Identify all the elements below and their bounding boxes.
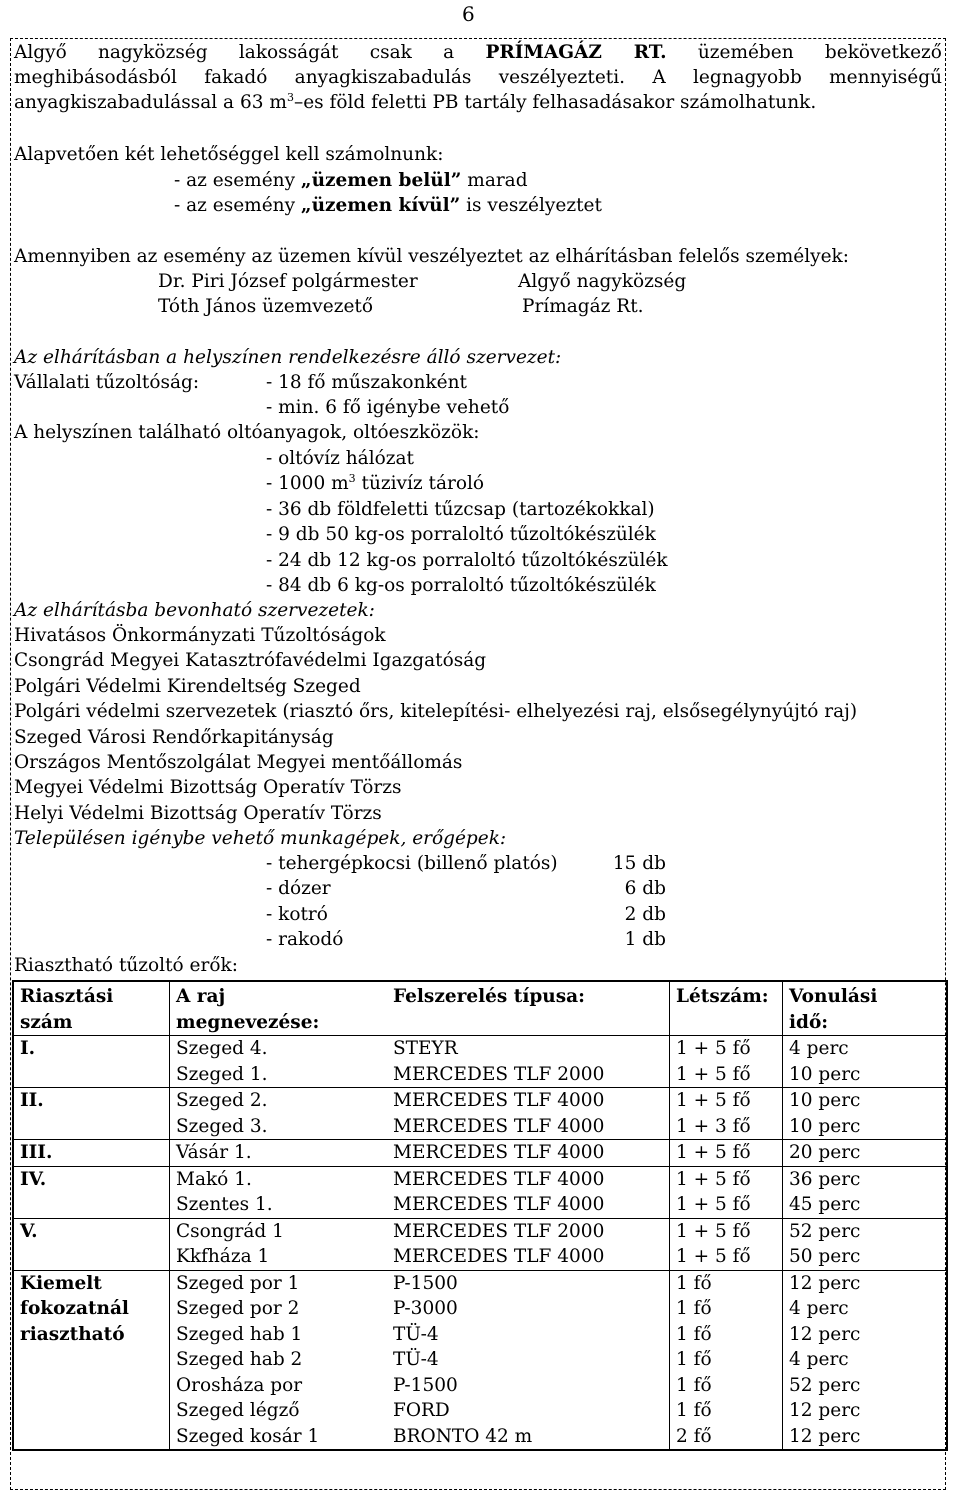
staff-count: 1 fő: [676, 1272, 712, 1294]
equipment-type: FORD: [393, 1400, 450, 1421]
intro-word: A: [652, 67, 666, 88]
possibilities-heading: Alapvetően két lehetőséggel kell számolnunk:: [14, 144, 444, 165]
organization-item: Országos Mentőszolgálat Megyei mentőállomás: [14, 752, 463, 773]
unit-name: Szeged hab 1: [176, 1323, 303, 1345]
intro-word: Algyő: [14, 42, 67, 63]
forces-table-header: [13, 981, 947, 1036]
travel-time: 12 perc: [789, 1400, 861, 1421]
equipment-type: TÜ-4: [393, 1349, 439, 1370]
travel-time: 4 perc: [789, 1038, 849, 1059]
travel-time: 4 perc: [789, 1298, 849, 1319]
staff-count: 1 + 3 fő: [676, 1115, 751, 1137]
unit-name: Orosháza por: [176, 1374, 303, 1396]
travel-time: 50 perc: [789, 1246, 861, 1267]
travel-time: 12 perc: [789, 1425, 861, 1447]
staff-count: 1 + 5 fő: [676, 1063, 751, 1085]
extinguisher-item: - 36 db földfeletti tűzcsap (tartozékokkal): [266, 498, 655, 520]
staff-count: 1 fő: [676, 1374, 712, 1396]
onsite-value-1: - 18 fő műszakonként: [266, 372, 467, 393]
travel-time: 4 perc: [789, 1349, 849, 1370]
alarm-level: Kiemelt fokozatnál riasztható: [13, 1270, 170, 1450]
alarm-level: III.: [13, 1140, 170, 1167]
forces-table: [12, 980, 948, 1451]
header-staff: Létszám:: [670, 981, 783, 1036]
staff-count: 1 fő: [676, 1400, 712, 1421]
unit-name: Kkfháza 1: [176, 1246, 270, 1267]
header-unit-name-2: megnevezése:: [176, 1011, 320, 1033]
alarm-level: I.: [13, 1036, 170, 1088]
intro-line-3: anyagkiszabadulással a 63 $m^3-es$ föld feletti PB tartály felhasadásakor számolhatunk.: [14, 91, 817, 113]
unit-name: Szeged 1.: [176, 1063, 268, 1085]
organization-item: Szeged Városi Rendőrkapitányság: [14, 726, 334, 748]
alarm-level: II.: [13, 1088, 170, 1140]
machine-name: - rakodó: [266, 929, 344, 951]
organization-item: Polgári Védelmi Kirendeltség Szeged: [14, 675, 361, 697]
onsite-heading: Az elhárításban a helyszínen rendelkezésre álló szervezet:: [14, 347, 562, 368]
responsible-person-1: Dr. Piri József polgármester: [158, 271, 418, 292]
machine-name: - kotró: [266, 903, 328, 925]
force-group-row: [13, 1088, 947, 1140]
machine-name: - tehergépkocsi (billenő platós): [266, 853, 558, 874]
unit-name: Szeged por 2: [176, 1298, 300, 1319]
equipment-type: MERCEDES TLF 2000: [393, 1220, 605, 1242]
equipment-type: P-1500: [393, 1374, 458, 1396]
intro-word: fakadó: [204, 67, 268, 88]
onsite-label: Vállalati tűzoltóság:: [14, 372, 200, 393]
intro-word: lakosságát: [238, 42, 339, 63]
staff-count: 1 + 5 fő: [676, 1168, 751, 1190]
intro-word: csak: [369, 42, 412, 63]
page-number: 6: [462, 2, 475, 26]
machine-name: - dózer: [266, 878, 331, 900]
force-group-row: [13, 1218, 947, 1270]
staff-count: 1 + 5 fő: [676, 1090, 751, 1111]
unit-name: Szeged 2.: [176, 1090, 268, 1111]
intro-word: veszélyezteti.: [498, 67, 626, 88]
responsible-org-2: Prímagáz Rt.: [522, 296, 644, 317]
forces-heading: Riasztható tűzoltó erők:: [14, 955, 238, 976]
travel-time: 52 perc: [789, 1220, 861, 1242]
force-group-row: [13, 1036, 947, 1088]
travel-time: 52 perc: [789, 1374, 861, 1396]
machine-count: 2 db: [624, 903, 666, 925]
responsible-org-1: Algyő nagyközség: [518, 271, 687, 292]
extinguisher-item: - 9 db 50 kg-os porraloltó tűzoltókészülék: [266, 524, 656, 546]
machine-count: 6 db: [624, 878, 666, 900]
header-travel-time-2: idő:: [789, 1011, 829, 1033]
force-group-row: [13, 1166, 947, 1218]
equipment-type: TÜ-4: [393, 1323, 439, 1345]
onsite-value-2: - min. 6 fő igénybe vehető: [266, 397, 510, 418]
extinguishers-heading: A helyszínen található oltóanyagok, oltóeszközök:: [14, 422, 480, 443]
travel-time: 10 perc: [789, 1063, 861, 1085]
extinguisher-item: - 84 db 6 kg-os porraloltó tűzoltókészülék: [266, 575, 656, 596]
machine-count: 1 db: [624, 929, 666, 951]
travel-time: 10 perc: [789, 1090, 861, 1111]
unit-name: Szeged légző: [176, 1400, 300, 1421]
equipment-type: P-1500: [393, 1272, 458, 1294]
equipment-type: BRONTO 42 m: [393, 1425, 533, 1447]
organization-item: Megyei Védelmi Bizottság Operatív Törzs: [14, 777, 402, 799]
organizations-heading: Az elhárításba bevonható szervezetek:: [14, 600, 375, 621]
equipment-type: MERCEDES TLF 4000: [393, 1142, 605, 1163]
equipment-type: P-3000: [393, 1298, 458, 1319]
header-equipment: Felszerelés típusa:: [387, 981, 670, 1036]
intro-word: bekövetkező: [824, 42, 942, 63]
unit-name: Szeged kosár 1: [176, 1425, 320, 1447]
intro-word: PRÍMAGÁZ RT.: [485, 42, 667, 63]
equipment-type: MERCEDES TLF 4000: [393, 1246, 605, 1267]
machine-count: 15 db: [612, 853, 666, 874]
equipment-type: MERCEDES TLF 4000: [393, 1168, 605, 1190]
travel-time: 20 perc: [789, 1142, 861, 1163]
unit-name: Szeged 3.: [176, 1115, 268, 1137]
header-alarm-number: Riasztási: [20, 986, 114, 1007]
intro-word: anyagkiszabadulás: [294, 67, 472, 88]
intro-word: a: [443, 42, 455, 63]
organization-item: Polgári védelmi szervezetek (riasztó őrs, kitelepítési- elhelyezési raj, elsősegélynyújtó raj): [14, 701, 858, 723]
header-alarm-number-2: szám: [20, 1011, 73, 1033]
alarm-level: V.: [13, 1218, 170, 1270]
intro-word: nagyközség: [97, 42, 208, 63]
equipment-type: MERCEDES TLF 4000: [393, 1090, 605, 1111]
travel-time: 12 perc: [789, 1323, 861, 1345]
extinguisher-item: - 1000 $m^3$ tüzivíz tároló: [266, 472, 485, 495]
equipment-type: MERCEDES TLF 4000: [393, 1115, 605, 1137]
organization-item: Csongrád Megyei Katasztrófavédelmi Igazgatóság: [14, 650, 487, 672]
extinguisher-item: - oltóvíz hálózat: [266, 448, 414, 469]
alarm-level: IV.: [13, 1166, 170, 1218]
intro-word: üzemében: [697, 42, 794, 63]
header-unit-name: A raj: [176, 986, 226, 1007]
staff-count: 1 + 5 fő: [676, 1038, 751, 1059]
possibility-inside: - az esemény „üzemen belül” marad: [174, 170, 528, 191]
staff-count: 1 + 5 fő: [676, 1246, 751, 1267]
responsible-heading: Amennyiben az esemény az üzemen kívül veszélyeztet az elhárításban felelős személyek:: [14, 246, 849, 267]
staff-count: 2 fő: [676, 1425, 712, 1447]
responsible-person-2: Tóth János üzemvezető: [158, 296, 373, 317]
staff-count: 1 + 5 fő: [676, 1142, 751, 1163]
staff-count: 1 fő: [676, 1349, 712, 1370]
force-group-row: [13, 1270, 947, 1450]
unit-name: Szeged por 1: [176, 1272, 300, 1294]
intro-line-1: [14, 44, 942, 63]
force-group-row: [13, 1140, 947, 1167]
header-travel-time: Vonulási: [789, 986, 878, 1007]
equipment-type: STEYR: [393, 1038, 458, 1059]
possibility-outside: - az esemény „üzemen kívül” is veszélyeztet: [174, 195, 602, 216]
machines-heading: Településen igénybe vehető munkagépek, erőgépek:: [14, 828, 507, 849]
equipment-type: MERCEDES TLF 4000: [393, 1194, 605, 1215]
travel-time: 36 perc: [789, 1168, 861, 1190]
organization-item: Hivatásos Önkormányzati Tűzoltóságok: [14, 625, 386, 646]
unit-name: Szeged 4.: [176, 1038, 268, 1059]
staff-count: 1 + 5 fő: [676, 1220, 751, 1242]
travel-time: 12 perc: [789, 1272, 861, 1294]
equipment-type: MERCEDES TLF 2000: [393, 1063, 605, 1085]
extinguisher-item: - 24 db 12 kg-os porraloltó tűzoltókészülék: [266, 549, 668, 571]
staff-count: 1 fő: [676, 1323, 712, 1345]
staff-count: 1 + 5 fő: [676, 1194, 751, 1215]
intro-word: legnagyobb: [693, 67, 802, 88]
unit-name: Szeged hab 2: [176, 1349, 303, 1370]
organization-item: Helyi Védelmi Bizottság Operatív Törzs: [14, 802, 382, 824]
travel-time: 10 perc: [789, 1115, 861, 1137]
intro-line-2: [14, 69, 942, 88]
unit-name: Makó 1.: [176, 1168, 252, 1190]
unit-name: Csongrád 1: [176, 1220, 284, 1242]
unit-name: Szentes 1.: [176, 1194, 273, 1215]
intro-word: mennyiségű: [829, 67, 942, 88]
staff-count: 1 fő: [676, 1298, 712, 1319]
unit-name: Vásár 1.: [176, 1142, 252, 1163]
travel-time: 45 perc: [789, 1194, 861, 1215]
intro-word: meghibásodásból: [14, 67, 177, 88]
